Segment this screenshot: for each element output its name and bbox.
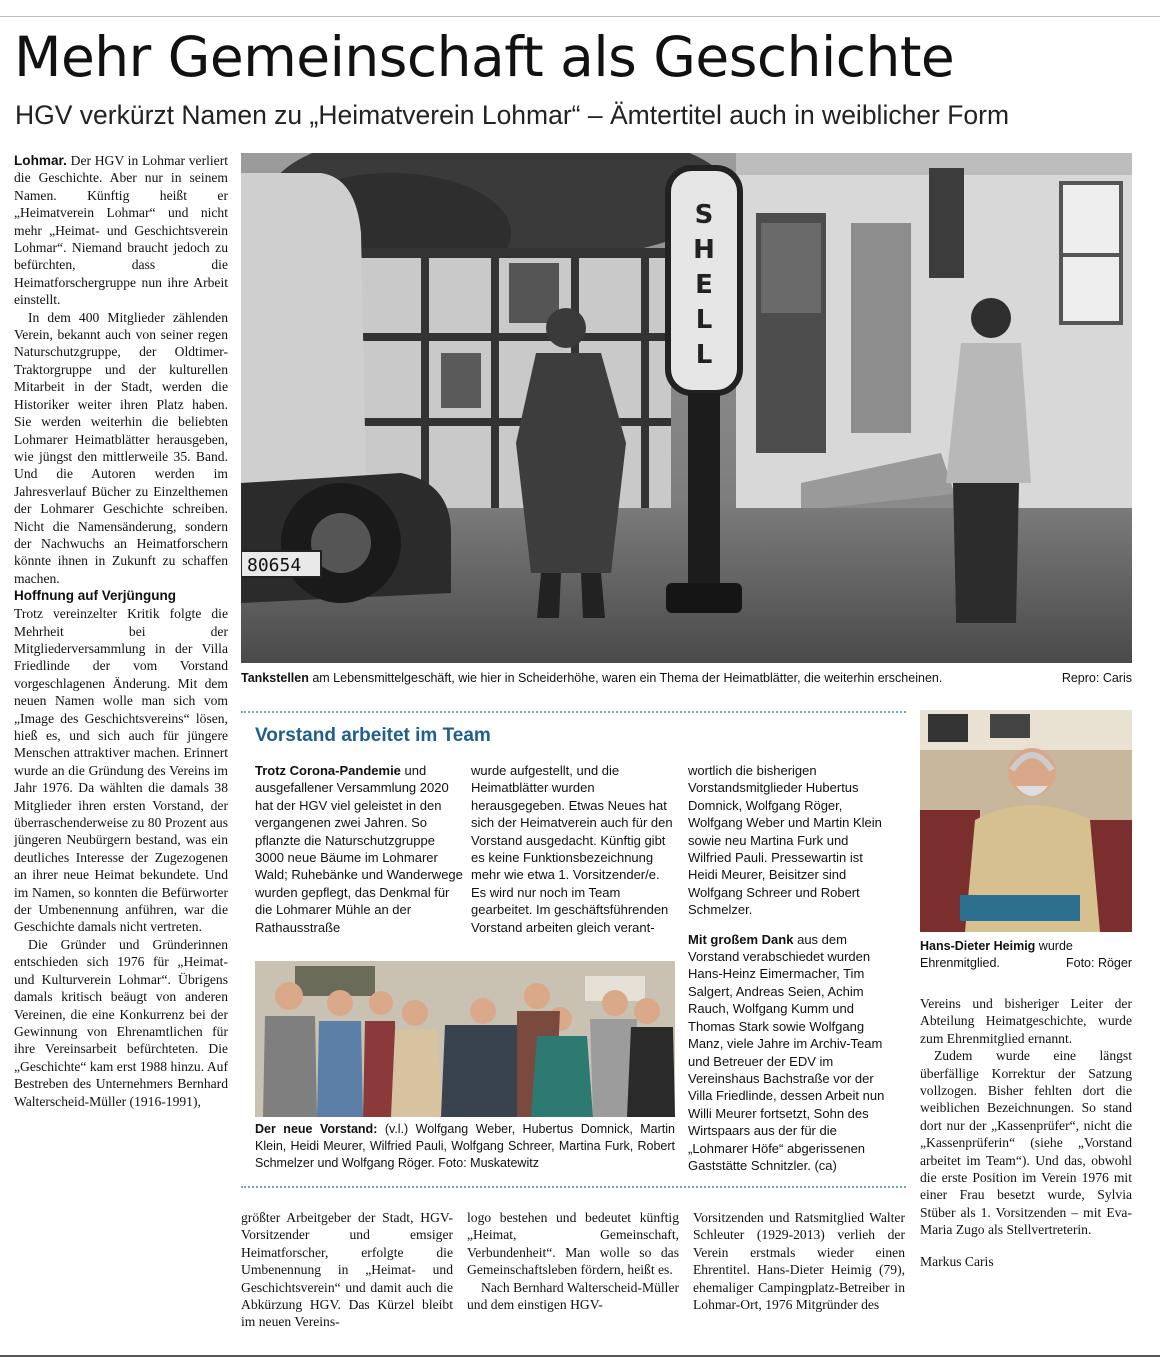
headline: Mehr Gemeinschaft als Geschichte [14,25,955,89]
article-column-bottom-3 [693,1209,905,1313]
box-c1-bold: Trotz Corona-Pandemie [255,763,401,778]
box-title: Vorstand arbeitet im Team [255,725,491,746]
group-photo-illustration [255,961,675,1117]
license-plate-text: 80654 [247,555,302,576]
portrait-credit: Foto: Röger [1065,956,1132,970]
section-subheading: Hoffnung auf Verjüngung [14,588,176,604]
subheadline: HGV verkürzt Namen zu „Heimatverein Lohmar“ – Ämtertitel auch in weiblicher Form [15,100,1010,130]
box-c1-text: und ausgefallener Versammlung 2020 hat der HGV viel geleistet in den vergangenen zwei Jahren. So pflanzte die Naturschutzgruppe 3000 neue Bäume im Lohmarer Wald; Ruhebänke und Wanderwege wurden gepflegt, das Denkmal für die Lohmarer Mühle an der Rathausstraße [255,763,463,935]
box-c3a-text: wortlich die bisherigen Vorstandsmitglieder Hubertus Domnick, Wolfgang Röger, Wolfgang Weber und Martin Klein sowie neu Martina Furk und Wilfried Pauli. Pressewartin ist Heidi Meurer, Beisitzer sind Wolfgang Schreer und Robert Schmelzer. [688,763,882,918]
paragraph-b2: logo bestehen und bedeutet künftig „Heimat, Gemeinschaft, Verbundenheit“. Man wolle so das Gemeinschaftsleben fördern, heißt es. [467,1210,679,1278]
main-photo-caption [241,670,1132,687]
shell-sign-l1: L [695,305,713,335]
group-caption-text: (v.l.) Wolfgang Weber, Hubertus Domnick, Martin Klein, Heidi Meurer, Wilfried Pauli, Wolfgang Schreer, Martina Furk, Robert Schmelzer und Wolfgang Röger. [255,1122,676,1170]
article-column-right [920,995,1132,1270]
main-photo-caption-text: am Lebensmittelgeschäft, wie hier in Scheiderhöhe, waren ein Thema der Heimatblätter, die weiterhin erscheinen. [312,671,943,685]
article-column-bottom-2 [467,1209,679,1313]
main-photo-gas-station [241,153,1132,663]
main-photo-credit: Repro: Caris [1061,671,1132,685]
portrait-caption-text: wurde Ehrenmitglied. [920,939,1073,970]
paragraph-1-text: Der HGV in Lohmar verliert die Geschichte. Aber nur in seinem Namen. Künftig heißt er „Heimatverein Lohmar“ und nicht mehr „Heimat- und Geschichtsverein Lohmar“. Niemand braucht jedoch zu befürchten, dass die Heimatforschergruppe nun ihre Arbeit einstellt. [14,153,229,308]
group-photo-caption [255,1121,675,1172]
box-top-rule [241,711,906,713]
paragraph-1 [14,152,228,309]
paragraph-b3: Vorsitzenden und Ratsmitglied Walter Schleuter (1929-2013) verlieh der Verein erstmals wieder einen Ehrentitel. Hans-Dieter Heimig (79), ehemaliger Campingplatz-Betreiber in Lohmar-Ort, 1976 Mitgründer des [693,1210,905,1313]
top-rule [0,16,1160,17]
main-photo-illustration [241,153,1132,663]
paragraph-4: Die Gründer und Gründerinnen entschieden sich 1976 für „Heimat- und Kulturverein Lohmar“. Übrigens damals kritisch beäugt von anderen Vereinen, die eine Konkurrenz bei der Gewinnung von Ehrenamtlichen für ihre Vereinsarbeit befürchteten. Die „Geschichte“ kam erst 1988 hinzu. Auf Bestreben des Unternehmers Bernhard Walterscheid-Müller (1916-1991), [14,936,228,1109]
shell-sign-e: E [695,270,713,300]
box-column-1 [255,762,465,936]
bottom-rule [0,1355,1160,1357]
shell-sign-h: H [693,235,715,265]
author-byline: Markus Caris [920,1253,994,1269]
box-c2-text: wurde aufgestellt, und die Heimatblätter wurden herausgegeben. Etwas Neues hat sich der Heimatverein auch für den Vorstand ausgedacht. Künftig gibt es keine Funktionsbezeichnung mehr wie etwa 1. Vorsitzender/e. Es wird nur noch im Team gearbeitet. Im geschäftsführenden Vorstand arbeiten gleich verant- [471,763,673,935]
group-photo-vorstand [255,961,675,1117]
paragraph-r1: Vereins und bisheriger Leiter der Abteilung Heimatgeschichte, wurde zum Ehrenmitglied ernannt. [920,996,1132,1046]
paragraph-b1: größter Arbeitgeber der Stadt, HGV-Vorsitzender und emsiger Heimatforscher, erfolgte die Umbenennung in „Heimat- und Geschichtsverein“ und damit auch die Abkürzung HGV. Das Kürzel bleibt im neuen Vereins- [241,1210,453,1330]
shell-sign-s: S [694,200,714,230]
article-column-bottom-1 [241,1209,453,1331]
group-photo-credit: Foto: Muskatewitz [438,1156,539,1170]
box-c3b-text: aus dem Vorstand verabschiedet wurden Hans-Heinz Eimermacher, Tim Salgert, Andreas Seien, Achim Rauch, Wolfgang Kumm und Thomas Stark sowie Wolfgang Manz, viele Jahre im Archiv-Team und Betreuer der EDV im Vereinshaus Bachstraße vor der Villa Friedlinde, dessen Arbeit nun Willi Meurer fortsetzt, Sohn des Wirtspaars aus der für die „Lohmarer Höfe“ abgerissenen Gaststätte Schnitzler. (ca) [688,931,885,1173]
paragraph-3: Trotz vereinzelter Kritik folgte die Mehrheit bei der Mitgliederversammlung in der Villa Friedlinde der vom Vorstand vorgeschlagenen Änderung. Mit dem neuen Namen wolle man sich vom „Image des Geschichtsvereins“ lösen, hieß es, und sich auch für jüngere Menschen attraktiver machen. Erinnert wurde an die Gründung des Vereins im Jahr 1976. Da wählten die damals 38 Mitglieder ihren ersten Vorstand, der überraschenderweise zu 80 Prozent aus jüngeren Neubürgern bestand, was ein deutliches Interesse der Zugezogenen an ihrer neue Heimat bekundete. Und im Namen, so konnten die Befürworter der Umbenennung anführen, war die Geschichte damals nicht vertreten. [14,606,228,935]
main-photo-caption-bold: Tankstellen [241,671,309,685]
portrait-photo-heimig [920,710,1132,932]
paragraph-b2b: Nach Bernhard Walterscheid-Müller und dem einstigen HGV- [467,1279,679,1313]
article-column-left [14,152,228,1110]
box-column-3 [688,762,893,1174]
group-caption-bold: Der neue Vorstand: [255,1122,378,1136]
dateline: Lohmar. [14,153,67,168]
portrait-illustration [920,710,1132,932]
box-column-2 [471,762,676,936]
portrait-caption [920,938,1132,972]
paragraph-r2: Zudem wurde eine längst überfällige Korrektur der Satzung vollzogen. Bisher fehlten dort die weiblichen Bezeichnungen. So stand dort nur der „Kassenprüfer“, nicht die „Kassenprüferin“ (siehe „Vorstand arbeitet im Team“). Und das, obwohl die erste Position im Verein 1976 mit einer Frau besetzt wurde, Sylvia Stüber als 1. Vorsitzenden – mit Eva-Maria Zugo als Stellvertreterin. [920,1048,1132,1238]
box-c3b-bold: Mit großem Dank [688,931,794,947]
portrait-caption-bold: Hans-Dieter Heimig [920,939,1036,953]
paragraph-2: In dem 400 Mitglieder zählenden Verein, bekannt auch von seiner regen Naturschutzgruppe, der Oldtimer-Traktorgruppe und der kulturellen Mitarbeit in der Stadt, werden die Historiker weiter ihren Platz haben. Sie werden weiterhin die beliebten Lohmarer Heimatblätter herausgeben, wie jüngst den mittlerweile 35. Band. Und die Autoren werden im Jahresverlauf Bücher zu Einzelthemen der Lohmarer Geschichte schreiben. Nicht die Namensänderung, sondern der Nachwuchs an Heimatforschern könnte ihnen in Zukunft zu schaffen machen. [14,309,228,586]
box-bottom-rule [241,1186,906,1188]
shell-sign-l2: L [695,340,713,370]
